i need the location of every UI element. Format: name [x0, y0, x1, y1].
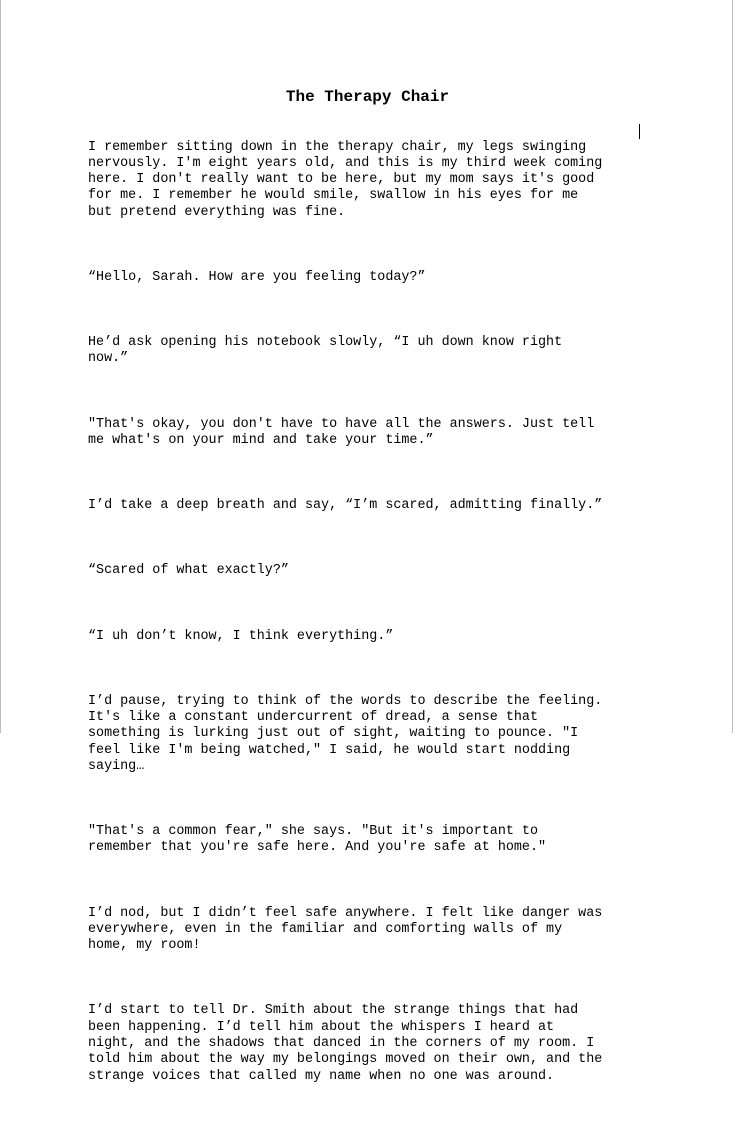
paragraph-9: "That's a common fear," she says. "But it's important to remember that you're safe here. And you're safe at home.": [88, 824, 547, 856]
paragraph-6: “Scared of what exactly?”: [88, 563, 289, 579]
paragraph-5: I’d take a deep breath and say, “I’m scared, admitting finally.”: [88, 498, 603, 514]
document-title: The Therapy Chair: [285, 88, 450, 106]
document-body[interactable]: [88, 107, 648, 1134]
paragraph-10: I’d nod, but I didn’t feel safe anywhere. I felt like danger was everywhere, even in the familiar and comforting walls of my home, my room!: [88, 905, 603, 954]
paragraph-1: I remember sitting down in the therapy chair, my legs swinging nervously. I'm eight years old, and this is my third week coming here. I don't really want to be here, but my mom says it's good for me. I remember he would smile, swallow in his eyes for me but pretend everything was fine.: [88, 139, 603, 220]
paragraph-8: I’d pause, trying to think of the words to describe the feeling. It's like a constant undercurrent of dread, a sense that something is lurking just out of sight, waiting to pounce. "I feel like I'm being watched," I said, he would start nodding saying…: [88, 693, 603, 774]
paragraph-2: “Hello, Sarah. How are you feeling today?”: [88, 269, 426, 285]
paragraph-3: He’d ask opening his notebook slowly, “I uh down know right now.”: [88, 335, 563, 367]
paragraph-4: "That's okay, you don't have to have all the answers. Just tell me what's on your mind and take your time.”: [88, 416, 595, 448]
paragraph-7: “I uh don’t know, I think everything.”: [88, 628, 394, 644]
paragraph-11: I’d start to tell Dr. Smith about the strange things that had been happening. I’d tell him about the whispers I heard at night, and the shadows that danced in the corners of my room. I told him about the way my belongings moved on their own, and the strange voices that called my name when no one was around.: [88, 1003, 603, 1084]
